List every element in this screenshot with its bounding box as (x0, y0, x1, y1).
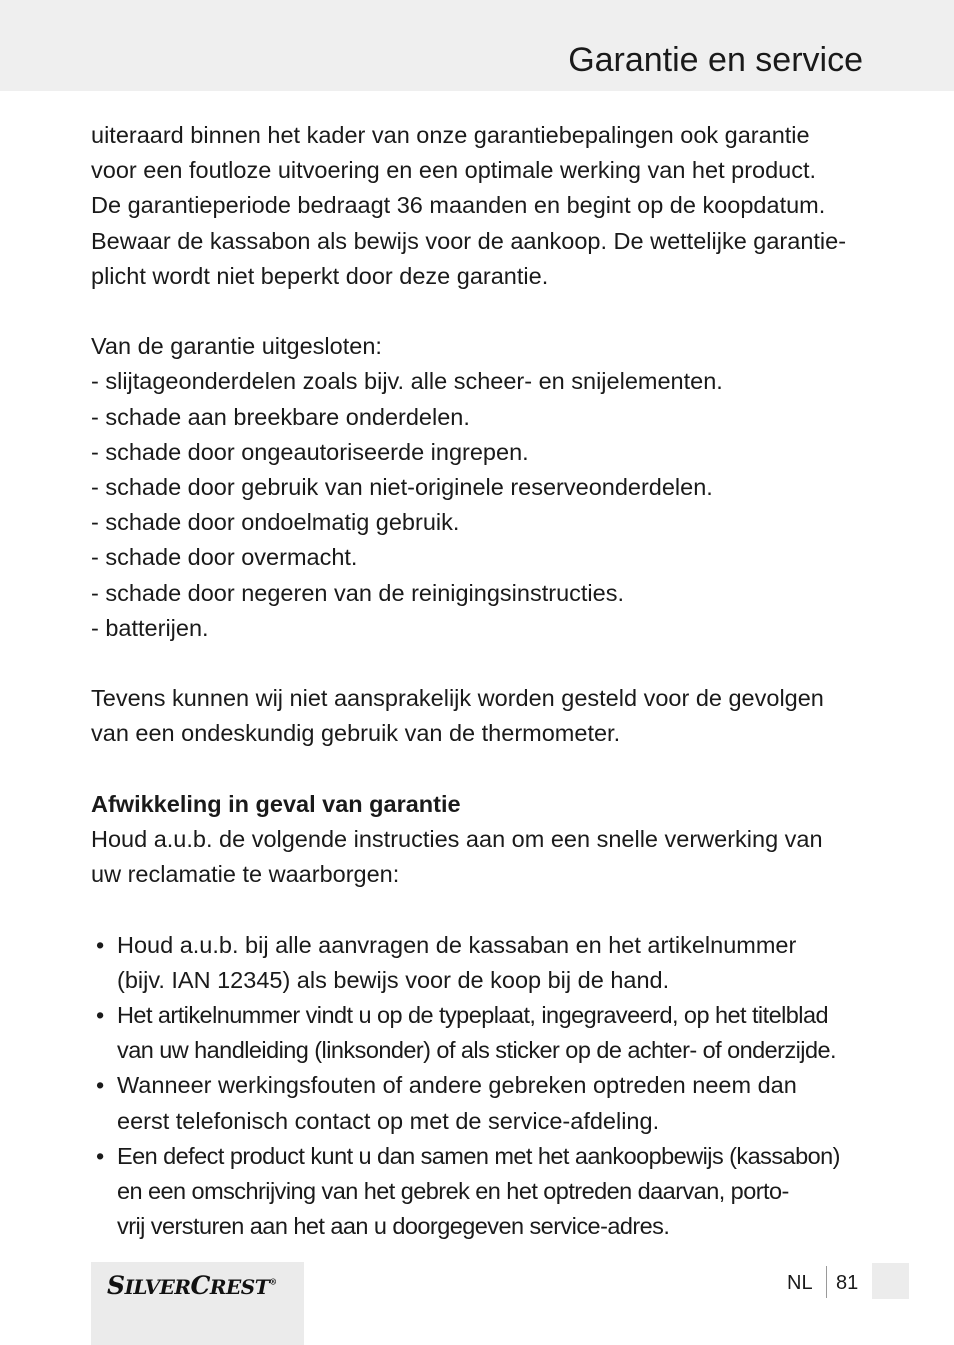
logo-letter: S (107, 1271, 125, 1300)
spacer (91, 646, 871, 681)
instruction-item (91, 1139, 871, 1245)
bullet-icon: • (96, 1142, 104, 1169)
logo-letter: C (190, 1271, 210, 1300)
text-line: plicht wordt niet beperkt door deze garantie. (91, 262, 549, 289)
logo-letters: ILVER (124, 1275, 191, 1299)
exclusions-list (91, 329, 871, 646)
exclusion-item: - schade aan breekbare onderdelen. (91, 403, 470, 430)
text-line: van een ondeskundig gebruik van de thermometer. (91, 720, 621, 747)
text-line: voor een foutloze uitvoering en een optimale werking van het product. (91, 157, 817, 184)
footer-divider (826, 1266, 827, 1298)
liability-paragraph (91, 681, 871, 751)
text-line: vrij versturen aan het aan u doorgegeven service-adres. (117, 1213, 670, 1240)
exclusion-item: - schade door ondoelmatig gebruik. (91, 509, 460, 536)
text-line: en een omschrijving van het gebrek en het optreden daarvan, porto- (117, 1178, 789, 1205)
text-line: van uw handleiding (linksonder) of als sticker op de achter- of onderzijde. (117, 1037, 837, 1064)
spacer (91, 892, 871, 927)
text-line: Bewaar de kassabon als bewijs voor de aankoop. De wettelijke garantie- (91, 227, 847, 254)
bullet-icon: • (96, 1002, 104, 1029)
instruction-item (91, 1068, 871, 1138)
registered-mark: ® (269, 1276, 277, 1287)
instruction-item (91, 928, 871, 998)
text-line: Het artikelnummer vindt u op de typeplaat, ingegraveerd, op het titelblad (117, 1002, 828, 1029)
language-code: NL (787, 1272, 813, 1294)
spacer (91, 294, 871, 329)
brand-logo (107, 1271, 277, 1300)
footer-tab (872, 1263, 909, 1299)
text-line: uw reclamatie te waarborgen: (91, 861, 400, 888)
text-line: uiteraard binnen het kader van onze garantiebepalingen ook garantie (91, 122, 810, 148)
page-number: 81 (836, 1272, 859, 1294)
text-line: eerst telefonisch contact op met de service-afdeling. (117, 1107, 660, 1134)
logo-letters: REST (209, 1275, 270, 1299)
instruction-item (91, 998, 871, 1068)
exclusion-item: - schade door ongeautoriseerde ingrepen. (91, 438, 529, 465)
intro-paragraph (91, 118, 871, 294)
section-intro (91, 822, 871, 892)
instructions-list (91, 928, 871, 1245)
text-line: Een defect product kunt u dan samen met het aankoopbewijs (kassabon) (117, 1142, 840, 1169)
text-line: Wanneer werkingsfouten of andere gebreken optreden neem dan (117, 1072, 797, 1099)
exclusion-item: - schade door gebruik van niet-originele reserveonderdelen. (91, 474, 713, 501)
text-line: Tevens kunnen wij niet aansprakelijk worden gesteld voor de gevolgen (91, 685, 824, 712)
text-line: Houd a.u.b. bij alle aanvragen de kassaban en het artikelnummer (117, 931, 797, 958)
exclusions-title: Van de garantie uitgesloten: (91, 333, 382, 360)
text-line: (bijv. IAN 12345) als bewijs voor de koop bij de hand. (117, 966, 670, 993)
exclusion-item: - schade door overmacht. (91, 544, 358, 571)
exclusion-item: - slijtageonderdelen zoals bijv. alle scheer- en snijelementen. (91, 368, 723, 395)
page-content (91, 118, 871, 1244)
exclusion-item: - schade door negeren van de reinigingsinstructies. (91, 579, 624, 606)
exclusion-item: - batterijen. (91, 614, 209, 641)
section-heading: Afwikkeling in geval van garantie (91, 790, 461, 817)
brand-logo-box (91, 1262, 304, 1345)
page-title: Garantie en service (568, 41, 863, 79)
text-line: Houd a.u.b. de volgende instructies aan om een snelle verwerking van (91, 826, 823, 853)
spacer (91, 752, 871, 787)
text-line: De garantieperiode bedraagt 36 maanden en begint op de koopdatum. (91, 192, 826, 219)
bullet-icon: • (96, 1072, 105, 1099)
bullet-icon: • (96, 931, 105, 958)
